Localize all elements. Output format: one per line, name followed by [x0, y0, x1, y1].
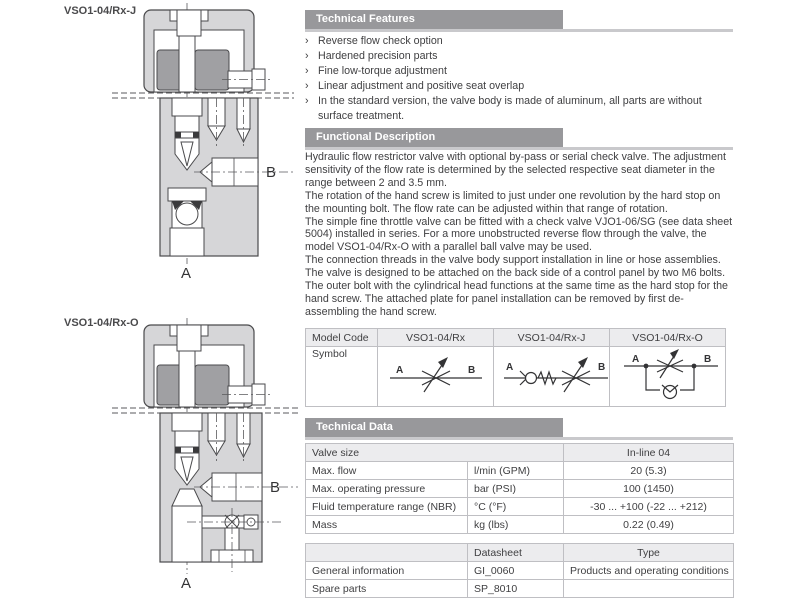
symbol-port-b: B [598, 362, 606, 373]
column-header: Datasheet [468, 544, 564, 562]
list-item [305, 79, 725, 94]
bullet-icon: › [305, 50, 309, 62]
list-item [305, 49, 725, 64]
bullet-icon: › [305, 80, 309, 92]
section-title: Functional Description [305, 128, 563, 147]
panel-plane-dashed [112, 408, 298, 413]
model-code-table [305, 328, 726, 407]
list-item [305, 34, 725, 49]
paragraph: Hydraulic flow restrictor valve with optional by-pass or serial check valve. The adjustment sensitivity of the flow rate is determined by the selected respective seat diameter in the range between 2 and 3.5 mm. [305, 151, 726, 189]
cell-unit: bar (PSI) [468, 480, 564, 498]
cell-unit: l/min (GPM) [468, 462, 564, 480]
column-header: Type [564, 544, 734, 562]
throttle-with-bypass-ball-symbol [616, 348, 726, 402]
symbol-port-a: A [396, 365, 404, 376]
table-row [306, 462, 734, 480]
table-row [306, 562, 734, 580]
list-item-text: Linear adjustment and positive seat overlap [318, 80, 525, 92]
symbol-port-a: A [506, 362, 514, 373]
column-header: VSO1-04/Rx [378, 329, 494, 347]
cell-datasheet: SP_8010 [468, 580, 564, 598]
row-label: Max. operating pressure [306, 480, 468, 498]
functional-description-text [305, 151, 733, 319]
cell-datasheet: GI_0060 [468, 562, 564, 580]
paragraph: The connection threads in the valve body support installation in line or hose assemblies. [305, 254, 721, 267]
cell-type: Products and operating conditions [564, 562, 734, 580]
cell-unit: °C (°F) [468, 498, 564, 516]
cell-value: 0.22 (0.49) [564, 516, 734, 534]
cell-value: -30 ... +100 (-22 ... +212) [564, 498, 734, 516]
valve-cross-section-rx-j [98, 0, 303, 292]
symbol-port-b: B [704, 354, 712, 365]
section-bar-functional-description [305, 128, 733, 150]
list-item [305, 64, 725, 79]
outer-stop-bolt [222, 69, 271, 90]
port-a-label: A [181, 265, 192, 282]
symbol-port-a: A [632, 354, 640, 365]
port-a-label: A [181, 575, 192, 592]
section-bar-technical-features [305, 10, 733, 32]
port-a-channel [170, 228, 204, 256]
table-row [306, 329, 726, 347]
row-label: Mass [306, 516, 468, 534]
list-item-text: Hardened precision parts [318, 50, 438, 62]
related-documents-table [305, 543, 734, 598]
column-header [306, 544, 468, 562]
bullet-icon: › [305, 65, 309, 77]
row-label: Symbol [306, 347, 378, 407]
table-row [306, 347, 726, 407]
column-header: VSO1-04/Rx-J [494, 329, 610, 347]
list-item [305, 94, 725, 124]
port-b-label: B [270, 479, 281, 496]
row-label: Valve size [306, 444, 564, 462]
cell-unit: kg (lbs) [468, 516, 564, 534]
symbol-cell [378, 347, 494, 407]
row-label: Fluid temperature range (NBR) [306, 498, 468, 516]
table-row [306, 444, 734, 462]
table-row [306, 498, 734, 516]
port-a-channel [172, 489, 202, 562]
port-b-label: B [266, 164, 277, 181]
symbol-cell [494, 347, 610, 407]
bullet-icon: › [305, 95, 309, 107]
table-row [306, 480, 734, 498]
cell-type [564, 580, 734, 598]
technical-data-table [305, 443, 734, 534]
outer-stop-bolt [222, 384, 271, 405]
cell-value: 20 (5.3) [564, 462, 734, 480]
table-row [306, 544, 734, 562]
row-label: Max. flow [306, 462, 468, 480]
diagram-title: VSO1-04/Rx-J [64, 5, 137, 17]
cell-value: In-line 04 [564, 444, 734, 462]
technical-features-list [305, 34, 725, 124]
diagram-title: VSO1-04/Rx-O [64, 317, 139, 329]
panel-plane-dashed [112, 93, 294, 98]
valve-cross-section-rx-o [98, 310, 313, 600]
throttle-valve-symbol [384, 352, 488, 398]
row-label: Spare parts [306, 580, 468, 598]
list-item-text: Fine low-torque adjustment [318, 65, 447, 77]
symbol-port-b: B [468, 365, 476, 376]
table-row [306, 580, 734, 598]
cell-value: 100 (1450) [564, 480, 734, 498]
bullet-icon: › [305, 35, 309, 47]
row-label: General information [306, 562, 468, 580]
paragraph: The valve is designed to be attached on the back side of a control panel by two M6 bolts. The outer bolt with the cylindrical head functions at the same time as the hard stop for the hand screw. The attached plate for panel installation can be removed by first de-assembling the hand screw. [305, 267, 728, 318]
symbol-cell [610, 347, 726, 407]
paragraph: The rotation of the hand screw is limited to just under one revolution by the hard stop on the mounting bolt. The flow rate can be adjusted within that range of rotation. [305, 189, 721, 215]
check-valve-throttle-symbol [500, 352, 610, 398]
section-bar-technical-data [305, 418, 733, 440]
paragraph: The simple fine throttle valve can be fitted with a check valve VJO1-06/SG (see data sheet 5004) installed in series. For a more unobstructed reverse flow through the valve, the model VSO1-04/Rx-O with a parallel ball valve may be used. [305, 215, 733, 254]
section-title: Technical Data [305, 418, 563, 437]
column-header: VSO1-04/Rx-O [610, 329, 726, 347]
list-item-text: Reverse flow check option [318, 35, 443, 47]
column-header: Model Code [306, 329, 378, 347]
section-title: Technical Features [305, 10, 563, 29]
list-item-text: In the standard version, the valve body is made of aluminum, all parts are without surface treatment. [318, 95, 702, 122]
table-row [306, 516, 734, 534]
check-ball [168, 188, 206, 228]
